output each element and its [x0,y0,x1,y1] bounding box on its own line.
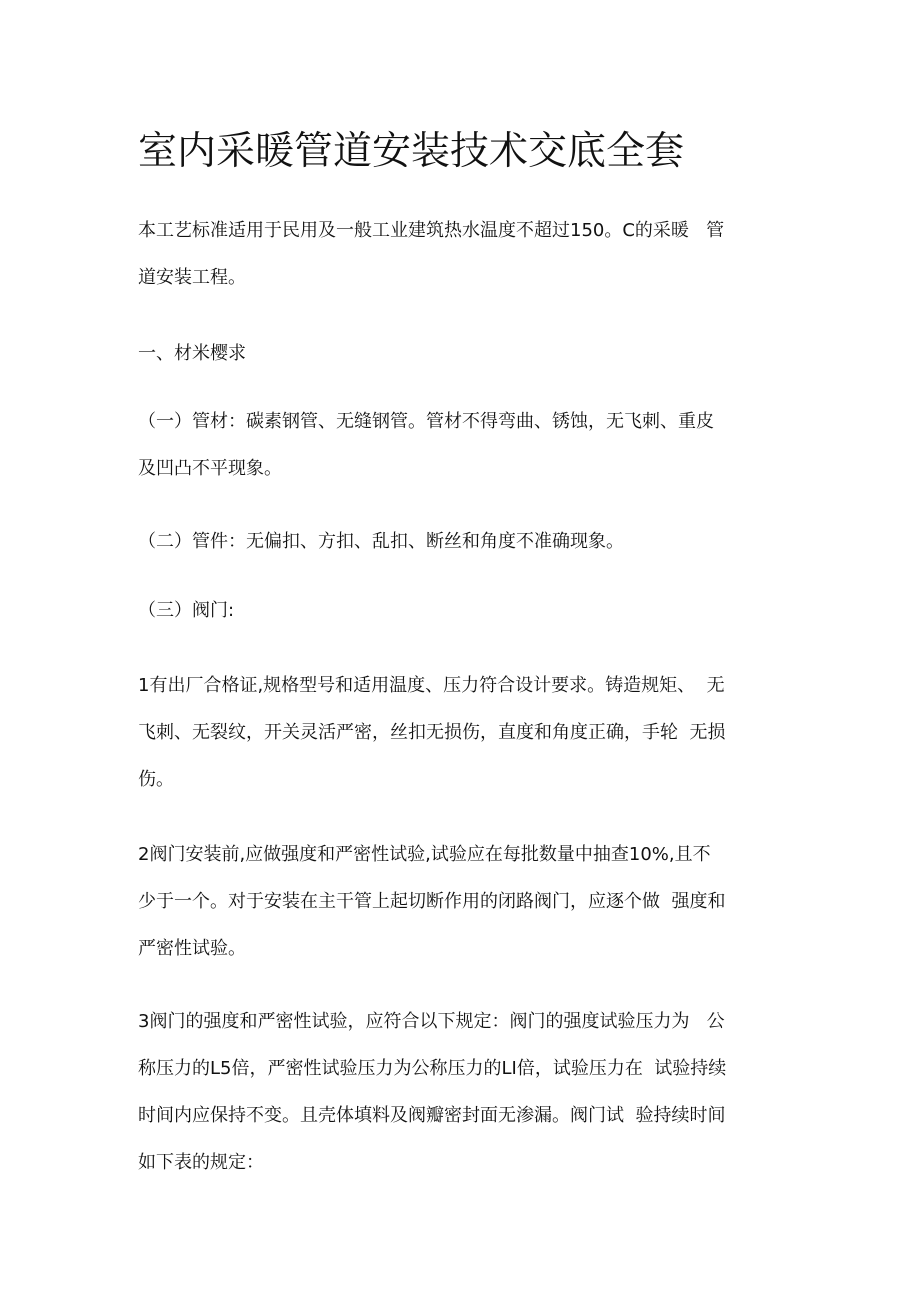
text-line: 时间内应保持不变。且壳体填料及阀瓣密封面无渗漏。阀门试 验持续时间 [138,1105,726,1126]
text-line: 少于一个。对于安装在主干管上起切断作用的闭路阀门，应逐个做 强度和 [138,891,726,912]
item-fittings [138,518,788,565]
section-heading-text: 一、材米樱求 [138,343,246,364]
valve-point-1 [138,662,788,803]
document-title: 室内采暖管道安装技术交底全套 [138,129,685,174]
text-line: （二）管件：无偏扣、方扣、乱扣、断丝和角度不准确现象。 [138,531,624,552]
item-pipes [138,398,788,492]
text-line: 严密性试验。 [138,938,246,959]
text-line: 2阀门安装前,应做强度和严密性试验,试验应在每批数量中抽查10%,且不 [138,844,711,865]
text-line: 1有出厂合格证,规格型号和适用温度、压力符合设计要求。铸造规矩、 无 [138,675,725,696]
text-line: 伤。 [138,769,174,790]
text-line: 称压力的L5倍，严密性试验压力为公称压力的LI倍，试验压力在 试验持续 [138,1058,727,1079]
text-line: 道安装工程。 [138,267,246,288]
valve-point-2 [138,831,788,972]
text-line: （三）阀门: [138,600,235,621]
text-line: 及凹凸不平现象。 [138,458,282,479]
text-line: （一）管材：碳素钢管、无缝钢管。管材不得弯曲、锈蚀，无飞刺、重皮 [138,411,714,432]
intro-paragraph [138,207,788,301]
section-heading-materials [138,330,788,377]
text-line: 本工艺标准适用于民用及一般工业建筑热水温度不超过150。C的采暖 管 [138,220,725,241]
item-valves [138,587,788,634]
text-line: 如下表的规定： [138,1152,264,1173]
valve-point-3 [138,998,788,1186]
text-line: 飞刺、无裂纹，开关灵活严密，丝扣无损伤，直度和角度正确，手轮 无损 [138,722,726,743]
text-line: 3阀门的强度和严密性试验，应符合以下规定：阀门的强度试验压力为 公 [138,1011,725,1032]
